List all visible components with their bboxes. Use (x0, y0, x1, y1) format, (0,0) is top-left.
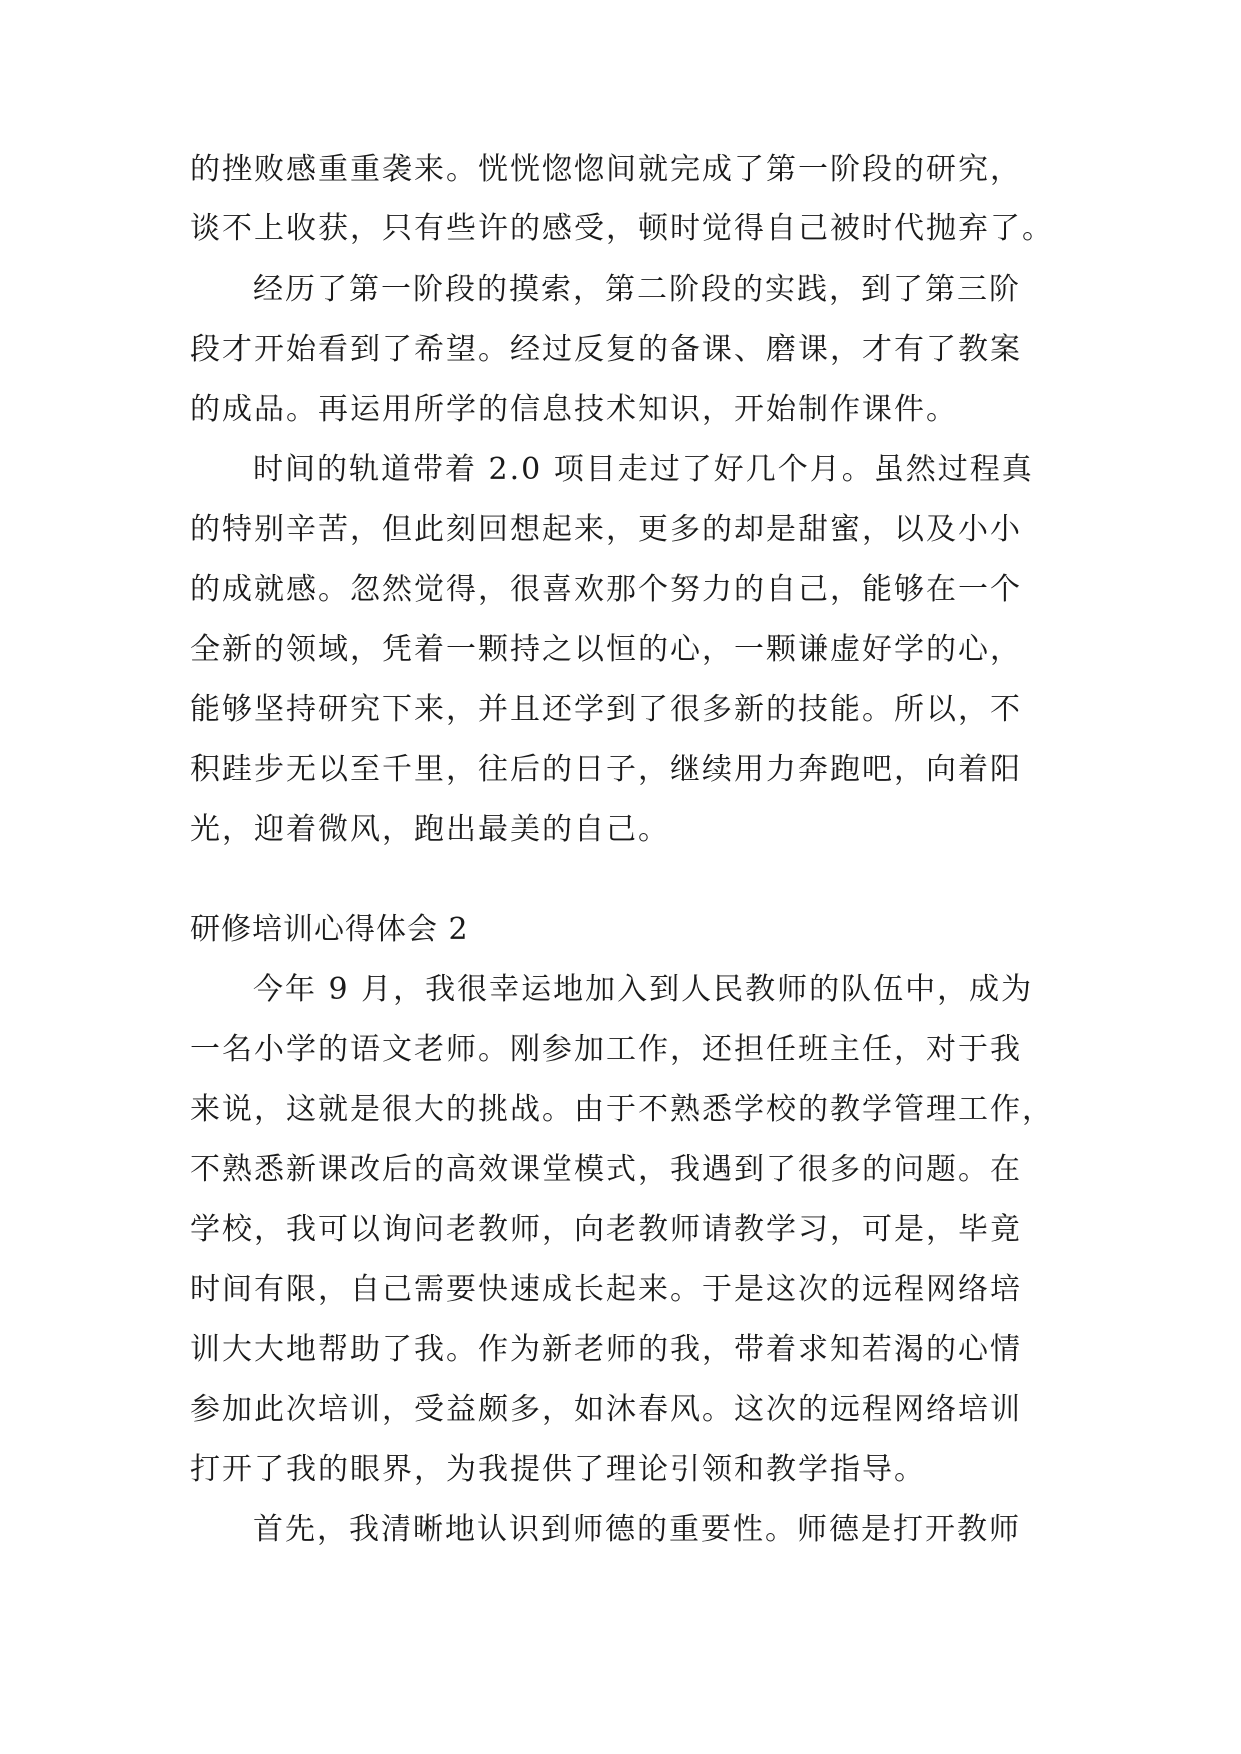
text-line: 时间有限，自己需要快速成长起来。于是这次的远程网络培 (190, 1272, 1022, 1307)
text-line: 的挫败感重重袭来。恍恍惚惚间就完成了第一阶段的研究， (190, 152, 1022, 187)
text-line: 不熟悉新课改后的高效课堂模式，我遇到了很多的问题。在 (190, 1152, 1022, 1187)
text-line: 参加此次培训，受益颇多，如沐春风。这次的远程网络培训 (190, 1392, 1022, 1427)
text-line: 段才开始看到了希望。经过反复的备课、磨课，才有了教案 (190, 332, 1022, 367)
text-line: 能够坚持研究下来，并且还学到了很多新的技能。所以，不 (190, 692, 1022, 727)
paragraph-first-line: 首先，我清晰地认识到师德的重要性。师德是打开教师 (253, 1512, 1021, 1547)
text-line: 的特别辛苦，但此刻回想起来，更多的却是甜蜜，以及小小 (190, 512, 1022, 547)
text-line: 光，迎着微风，跑出最美的自己。 (190, 812, 670, 847)
text-line: 学校，我可以询问老教师，向老教师请教学习，可是，毕竟 (190, 1212, 1022, 1247)
text-line: 的成就感。忽然觉得，很喜欢那个努力的自己，能够在一个 (190, 572, 1022, 607)
text-line: 全新的领域，凭着一颗持之以恒的心，一颗谦虚好学的心， (190, 632, 1022, 667)
text-line: 训大大地帮助了我。作为新老师的我，带着求知若渴的心情 (190, 1332, 1022, 1367)
paragraph-first-line: 经历了第一阶段的摸索，第二阶段的实践，到了第三阶 (253, 272, 1021, 307)
text-line: 积跬步无以至千里，往后的日子，继续用力奔跑吧，向着阳 (190, 752, 1022, 787)
text-line: 谈不上收获，只有些许的感受，顿时觉得自己被时代抛弃了。 (190, 211, 1054, 246)
text-line: 来说，这就是很大的挑战。由于不熟悉学校的教学管理工作， (190, 1092, 1054, 1127)
text-line: 的成品。再运用所学的信息技术知识，开始制作课件。 (190, 392, 958, 427)
text-line: 一名小学的语文老师。刚参加工作，还担任班主任，对于我 (190, 1032, 1022, 1067)
paragraph-first-line: 时间的轨道带着 2.0 项目走过了好几个月。虽然过程真 (253, 452, 1034, 487)
text-line: 打开了我的眼界，为我提供了理论引领和教学指导。 (190, 1452, 926, 1487)
section-heading: 研修培训心得体会 2 (190, 912, 469, 947)
paragraph-first-line: 今年 9 月，我很幸运地加入到人民教师的队伍中，成为 (253, 972, 1034, 1007)
